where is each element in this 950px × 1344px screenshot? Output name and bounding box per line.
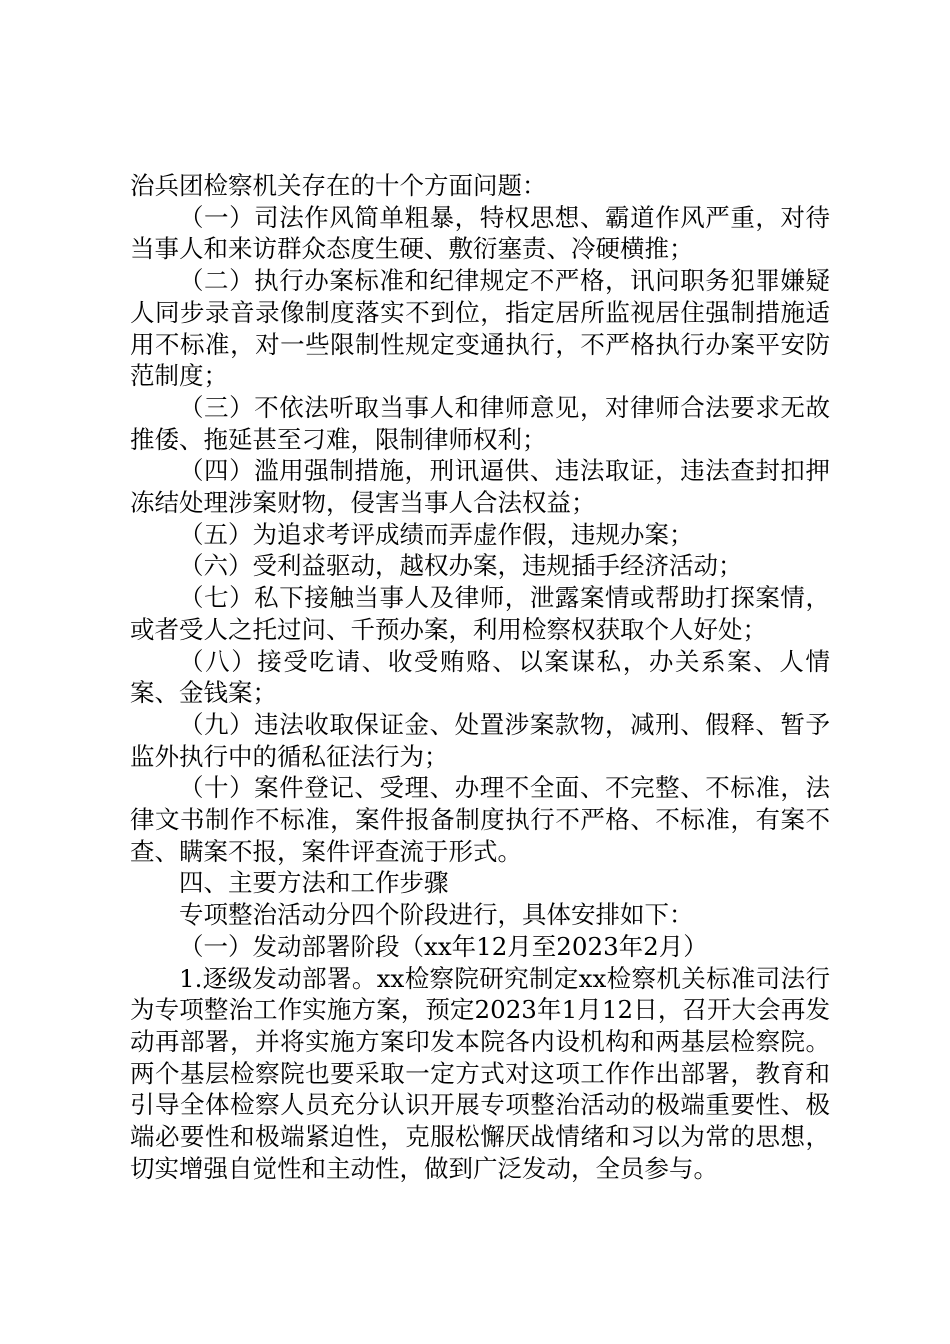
paragraph-stages-intro: 专项整治活动分四个阶段进行，具体安排如下：	[179, 900, 694, 930]
paragraph-step-1: 1.逐级发动部署。xx检察院研究制定xx检察机关标准司法行为专项整治工作实施方案，预定2023年1月12日，召开大会再发动再部署，并将实施方案印发本院各内设机构和两基层检察院。两个基层检察院也要采取一定方式对这项工作作出部署，教育和引导全体检察人员充分认识开展专项整治活动的极端重要性、极端必要性和极端紧迫性，克服松懈厌战情绪和习以为常的思想，切实增强自觉性和主动性，做到广泛发动，全员参与。	[130, 963, 830, 1183]
paragraph-problem-2: （二）执行办案标准和纪律规定不严格，讯问职务犯罪嫌疑人同步录音录像制度落实不到位，指定居所监视居住强制措施适用不标准，对一些限制性规定变通执行，不严格执行办案平安防范制度；	[130, 266, 830, 391]
document-body	[130, 170, 830, 1185]
paragraph-continued: 治兵团检察机关存在的十个方面问题：	[130, 171, 547, 200]
paragraph-problem-4: （四）滥用强制措施，刑讯逼供、违法取证，违法查封扣押冻结处理涉案财物，侵害当事人合法权益；	[130, 456, 830, 518]
paragraph-problem-6: （六）受利益驱动，越权办案，违规插手经济活动；	[179, 551, 743, 581]
section-heading-methods: 四、主要方法和工作步骤	[179, 868, 449, 898]
paragraph-problem-5: （五）为追求考评成绩而弄虚作假，违规办案；	[179, 519, 694, 549]
paragraph-problem-1: （一）司法作风简单粗暴，特权思想、霸道作风严重，对待当事人和来访群众态度生硬、敷衍塞责、冷硬横推；	[130, 202, 830, 264]
paragraph-problem-7: （七）私下接触当事人及律师，泄露案情或帮助打探案情，或者受人之托过问、千预办案，利用检察权获取个人好处；	[130, 583, 830, 644]
paragraph-problem-9: （九）违法收取保证金、处置涉案款物，减刑、假释、暂予监外执行中的循私征法行为；	[130, 709, 830, 771]
paragraph-problem-8: （八）接受吃请、收受贿赂、以案谋私，办关系案、人情案、金钱案；	[130, 646, 830, 708]
paragraph-problem-3: （三）不依法听取当事人和律师意见，对律师合法要求无故推倭、拖延甚至刁难，限制律师权利；	[130, 392, 830, 454]
paragraph-problem-10: （十）案件登记、受理、办理不全面、不完整、不标准，法律文书制作不标准，案件报备制度执行不严格、不标准，有案不查、瞒案不报，案件评查流于形式。	[130, 773, 830, 866]
subheading-stage-1: （一）发动部署阶段（xx年12月至2023年2月）	[179, 931, 708, 961]
